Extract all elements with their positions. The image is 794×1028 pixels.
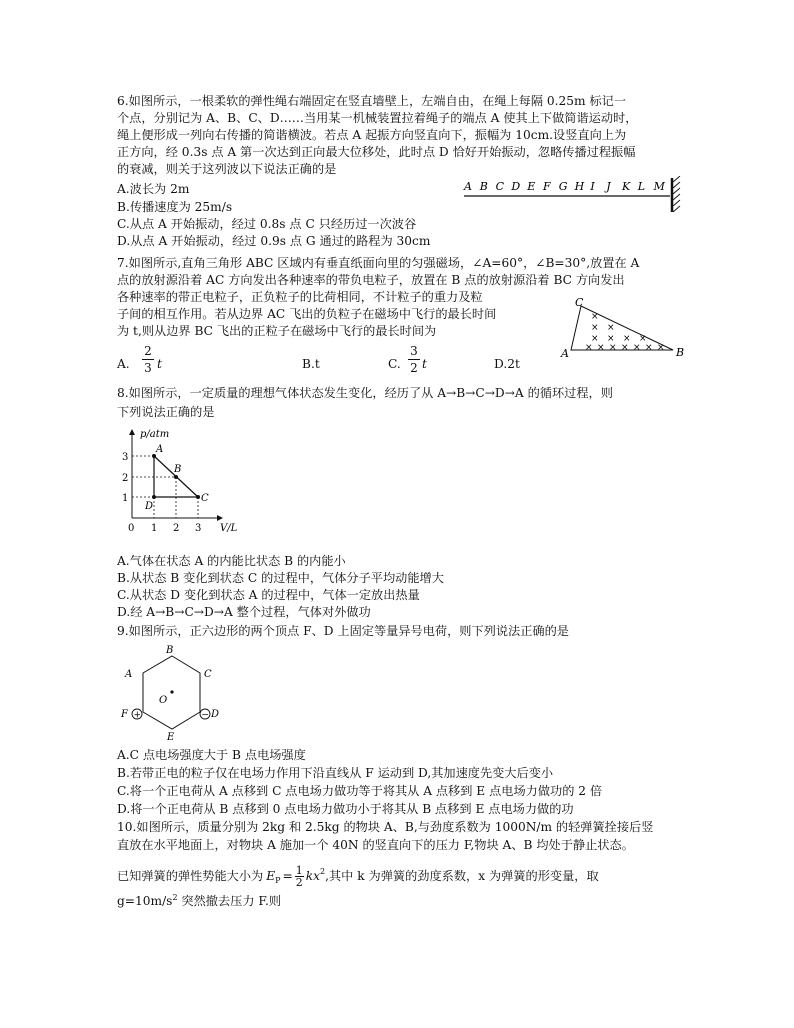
pv-ytick-1: 1 [122, 493, 129, 504]
field-cross: × [657, 343, 665, 353]
hex-label-e: E [167, 732, 175, 740]
rope-label: C [495, 180, 505, 193]
q7-option-a-denominator: 3 [144, 361, 152, 375]
field-cross: × [591, 323, 599, 333]
rope-label: F [543, 180, 551, 193]
q6-line-5: 的衰减，则关于这列波以下说法正确的是 [117, 162, 337, 176]
hex-label-d: D [211, 709, 220, 720]
q8-line-1: 8.如图所示，一定质量的理想气体状态发生变化，经历了从 A→B→C→D→A 的循环过程，则 [117, 386, 613, 400]
q10-formula-sup: 2 [320, 867, 326, 876]
q9-option-b: B.若带正电的粒子仅在电场力作用下沿直线从 F 运动到 D,其加速度先变大后变小 [117, 766, 554, 780]
rope-label: D [511, 180, 521, 193]
q7-option-b: B.t [302, 357, 320, 371]
q10-formula-den: 2 [295, 876, 303, 889]
field-cross: × [585, 343, 593, 353]
q6-option-d: D.从点 A 开始振动，经过 0.9s 点 G 通过的路程为 30cm [117, 234, 431, 248]
triangle-field-figure [555, 296, 690, 362]
q7-line-5: 为 t,则从边界 BC 飞出的正粒子在磁场中飞行的最长时间为 [117, 324, 437, 338]
q7-option-d: D.2t [494, 357, 520, 371]
q10-formula-num: 1 [295, 864, 303, 877]
pv-point-a: A [156, 444, 164, 455]
q7-option-c-denominator: 2 [410, 361, 418, 375]
q9-option-d: D.将一个正电荷从 B 点移到 0 点电场力做功小于将其从 B 点移到 E 点电场力做的功 [117, 802, 574, 816]
q10-formula-ep: E [266, 869, 276, 883]
pv-ytick-3: 3 [122, 452, 129, 463]
q8-option-c: C.从状态 D 变化到状态 A 的过程中，气体一定放出热量 [117, 588, 420, 602]
q7-option-c-t: t [422, 357, 427, 371]
rope-label: A [464, 180, 472, 193]
q7-option-c-numerator: 3 [410, 344, 418, 358]
q7-option-a-t: t [157, 357, 162, 371]
q7-line-1: 7.如图所示,直角三角形 ABC 区域内有垂直纸面向里的匀强磁场，∠A=60°，∠B=30°,放置在 A [117, 256, 640, 270]
pv-point-d: D [145, 501, 154, 512]
q7-line-3: 各种速率的带正电粒子，正负粒子的比荷相同，不计粒子的重力及粒 [117, 290, 483, 304]
q8-line-2: 下列说法正确的是 [117, 405, 215, 419]
q6-option-a: A.波长为 2m [117, 182, 190, 196]
q10-formula-eq: = [282, 869, 293, 883]
positive-charge: + [133, 710, 142, 721]
q10-formula-fraction [295, 865, 304, 888]
q10-formula-suffix: ,其中 k 为弹簧的劲度系数，x 为弹簧的形变量，取 [325, 869, 599, 883]
q8-option-a: A.气体在状态 A 的内能比状态 B 的内能小 [117, 554, 346, 568]
q9-option-a: A.C 点电场强度大于 B 点电场强度 [117, 748, 306, 762]
field-cross: × [607, 323, 615, 333]
q7-line-4: 子间的相互作用。若从边界 AC 飞出的负粒子在磁场中飞行的最长时间 [117, 307, 497, 321]
rope-wave-figure [460, 176, 685, 216]
rope-label: I [590, 180, 595, 193]
tri-label-b: B [676, 346, 685, 359]
q6-line-3: 绳上便形成一列向右传播的简谐横波。若点 A 起振方向竖直向下，振幅为 10cm.设竖直向上为 [117, 128, 627, 142]
pv-xtick-0: 0 [128, 523, 135, 534]
field-cross: × [623, 334, 631, 344]
q10-line-1: 10.如图所示，质量分别为 2kg 和 2.5kg 的物块 A、B,与劲度系数为 1000N/m 的轻弹簧拴接后竖 [117, 820, 654, 834]
field-cross: × [609, 343, 617, 353]
rope-label: J [606, 180, 611, 193]
field-cross: × [607, 334, 615, 344]
q6-option-c: C.从点 A 开始振动，经过 0.8s 点 C 只经历过一次波谷 [117, 217, 417, 231]
tri-label-c: C [575, 296, 584, 309]
q10-last-line [117, 894, 281, 910]
q8-option-d: D.经 A→B→C→D→A 整个过程，气体对外做功 [117, 605, 371, 619]
q8-option-b: B.从状态 B 变化到状态 C 的过程中，气体分子平均动能增大 [117, 571, 444, 585]
pv-point-c: C [201, 493, 209, 504]
q10-formula-sub: P [275, 876, 281, 885]
q7-option-a-numerator: 2 [144, 344, 152, 358]
field-cross: × [639, 334, 647, 344]
field-cross: × [645, 343, 653, 353]
q10-formula-prefix: 已知弹簧的弹性势能大小为 [117, 869, 264, 883]
q6-line-4: 正方向，经 0.3s 点 A 第一次达到正向最大位移处，此时点 D 恰好开始振动，忽略传播过程振幅 [117, 145, 636, 159]
q10-gravity-sup: 2 [172, 893, 178, 902]
magnetic-field-marks [585, 312, 665, 353]
q6-option-b: B.传播速度为 25m/s [117, 200, 233, 214]
q10-line-2: 直放在水平地面上，对物块 A 施加一个 40N 的竖直向下的压力 F,物块 A、B 均处于静止状态。 [117, 838, 634, 852]
q10-formula-line [117, 865, 599, 888]
field-cross: × [591, 312, 599, 322]
hex-label-a: A [125, 669, 133, 680]
q10-formula-kx: kx [305, 869, 321, 883]
q7-option-c-fraction [408, 344, 420, 375]
tri-label-a: A [561, 347, 569, 360]
pv-graph [112, 424, 252, 536]
hexagon-charges-figure [115, 642, 225, 740]
q7-line-2: 点的放射源沿着 AC 方向发出各种速率的带负电粒子，放置在 B 点的放射源沿着 BC 方向发出 [117, 273, 625, 287]
pv-xtick-2: 2 [173, 523, 180, 534]
pv-ytick-2: 2 [122, 473, 129, 484]
rope-label: H [574, 180, 585, 193]
rope-label: E [527, 180, 536, 193]
q7-option-a-fraction [142, 344, 154, 375]
rope-label: K [622, 180, 631, 193]
hex-label-o: O [159, 695, 168, 706]
pv-point-b: B [174, 464, 182, 475]
field-cross: × [633, 343, 641, 353]
hex-label-b: B [166, 645, 174, 656]
q7-option-a-label: A. [117, 357, 130, 371]
pv-ylabel: p/atm [140, 429, 170, 440]
q6-line-1: 6.如图所示，一根柔软的弹性绳右端固定在竖直墙壁上，左端自由，在绳上每隔 0.25m 标记一 [117, 94, 627, 108]
field-cross: × [597, 343, 605, 353]
q9-line-1: 9.如图所示，正六边形的两个顶点 F、D 上固定等量异号电荷，则下列说法正确的是 [117, 624, 569, 638]
q10-last-text: 突然撤去压力 F.则 [177, 894, 282, 908]
rope-label: M [653, 180, 665, 193]
hex-label-f: F [121, 709, 128, 720]
hex-label-c: C [204, 669, 212, 680]
rope-label: L [637, 180, 646, 193]
field-cross: × [591, 334, 599, 344]
field-cross: × [621, 343, 629, 353]
q10-gravity: g=10m/s [117, 894, 173, 908]
q9-option-c: C.将一个正电荷从 A 点移到 C 点电场力做功等于将其从 A 点移到 E 点电场力做功的 2 倍 [117, 784, 603, 798]
q6-line-2: 个点，分别记为 A、B、C、D……当用某一机械装置拉着绳子的端点 A 使其上下做简谐运动时， [117, 111, 638, 125]
q7-option-c-label: C. [388, 357, 401, 371]
pv-xtick-1: 1 [151, 523, 158, 534]
rope-label: G [558, 180, 568, 193]
rope-label: B [479, 180, 488, 193]
negative-charge: − [201, 710, 210, 721]
pv-xlabel: V/L [220, 523, 238, 534]
pv-xtick-3: 3 [195, 523, 202, 534]
